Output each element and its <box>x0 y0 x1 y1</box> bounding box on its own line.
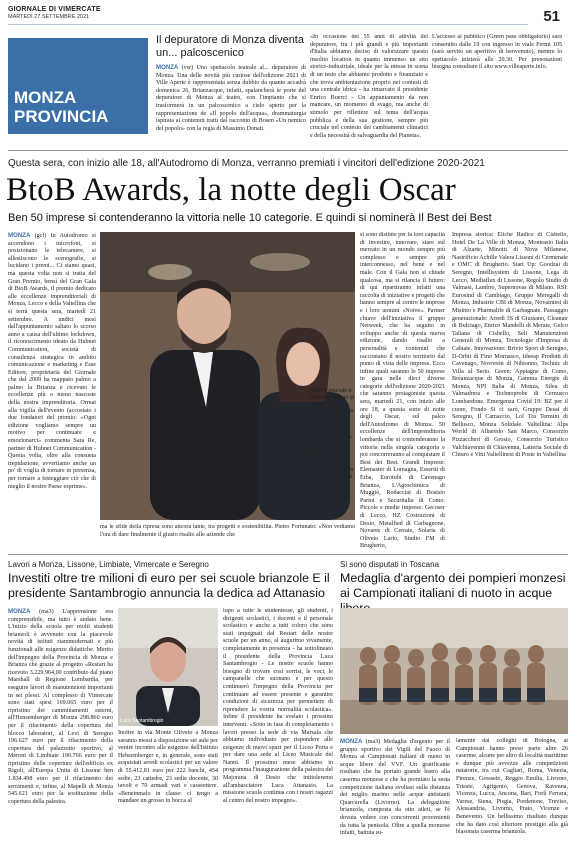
section-divider <box>8 150 568 151</box>
article-top-title: Il depuratore di Monza diventa un... palcoscenico <box>156 34 304 59</box>
swim-kicker: Si sono disputati in Toscana <box>340 560 440 569</box>
masthead <box>8 6 148 20</box>
team-photo <box>340 608 568 734</box>
main-article-continuation: ma le sfide della ripresa sono ancora tante, tra progetti e sostenibilità. Pietro Fortunato: «Non vediamo l'ora di dare finalmente il giusto risalto alle aziende che <box>100 524 355 538</box>
article-top-column-3: L'accesso al pubblico (Green pass obbligatorio) sarà consentito dalle 19 con ingresso in viale Fermi 105 (sarà servito un aperitivo di benvenuto), mentre lo spettacolo inizierà alle 20.30. Per prenotazioni bisogna consultare il sito www.villeaperte.info. <box>432 34 562 71</box>
swim-headline: Medaglia d'argento dei pompieri monzesi ai Campionati italiani di nuoto in acque <box>340 571 566 600</box>
main-article-text-1: (gcf) In Autodromo si accendono i microfoni, si posizionano le telecamere, si allestiscono le scenografie, si lucidano i premi... Ci siamo quasi, ma questa volta non si tratta del Gran Premio, bensì del Gran Gala di BtoB Awards, il premio dedicato alle eccellenze imprenditoriali di Monza, Lecco e della Valtellina che si terrà questa sera, martedì 21 settembre. A undici mesi dall'appuntamento saltato lo scorso anno a causa dell'ultimo lockdown, il riconoscimento ideato da Hubnet Communication, società di consulenza strategica in ambito comunicazione e marketing e Esse Editore, proprietaria del Giornale che dal 2009 ha mappato palmo a palmo la Brianza e ricevuto le eccellenze più o meno nascoste della nostra imprenditoria. Ormai alla vigilia dell'evento (accostato i due fondatori del premio: «Ogni edizione vogliamo sempre un motivo per continuare e emozionarci» commenta Sara Re, partner di Hubnet Communication - Questa volta, oltre alla consueta trepidazione, avvertiamo anche un po' di voglia di tornare in presenza, per tornare a festeggiare ciò che di meglio il nostro Paese esprime». <box>8 233 96 490</box>
team-photo-illustration <box>340 608 568 734</box>
schools-column-3: lupo a tutte le studentesse, gli studenti, i dirigenti scolastici, i docenti e il personale scolastico e anche a tutti coloro che sono stati impegnati dal Restart delle nostre scuole per un anno, al augurimo vivamente, completamente in presenza - ha sottolineato il presidente della Provincia Luca Santambrogio - Le nostre scuole hanno bisogno di trovare così sorrisi, le voci, le campanelle che suonano e per questo continuerò l'impegno della Provincia per continuare ad essere presente e garantire condizioni di sicurezza per permettere di riprendere la vostra normalità scolastica». Infine il presidente ha svelato i prossimi interventi. «Sono in fase di completamento i lavori presso la sede di via Marsala che abbiamo individuato per rispondere alle esigenze di nuovi spazi per il Liceo Porta e per dare una sede al Liceo Musicale del Nanni. Il prossimo mese abbiamo in programma l'inaugurazione della palestra del Majorana di Desio che intitoleremo all'ambasciatore Luca Attanasio. La missione scuola continua con i nostri ragazzi al centro del nostro impegno». <box>223 608 333 804</box>
swim-column-1 <box>340 738 450 842</box>
portrait-photo <box>118 608 218 726</box>
schools-text-1: (ma3) L'apprensione era comprensibile, ma tutto è andato bene. L'inizio della scuola per molti studenti brianzoli è avvenuto con la piacevole novità di istituti riammodernati e più funzionali alle esigenze didattiche. Merito dell'impegno della Provincia di Monza e Brianza che grazie al progetto «Restart ha ricevuto 3.229.964,00 contributo dal piano Marshall di Regione Lombardia, per eseguire lavori di manutenzioni importanti in sei plessi. Al complesso di Vimercate sono stati spesi 169.065 euro per il ripristino dei camminamenti esterni, all'Hensemberger di Monza 298.860 euro per il rifacimento della copertura del blocco laboratori, al Levi di Seregno 196.627 euro per il rifacimento della copertura del palazzetto sportivo, al Meroni di Limbiate 190.766 euro per il ripristino delle coperture dell'edificio ex Rigoli, all'Europa Unita di Lissone ben 1.834.498 euro per il rifacimento dei serramenti e, infine, al Mapelli di Monza 545.621 euro per la sostituzione della copertura della palestra. <box>8 609 113 805</box>
schools-column-1 <box>8 608 113 842</box>
schools-column-2: Inoltre in via Monte Oliveto a Monza saranno messi a disposizione sei aule per venire incontro alle esigenze dell'Istituto Hehsemberger e, in generale, sono stati acquistati arredi scolastici per un valore di 55.412,81 euro per 222 banchi, 454 sedie, 23 cattedre, 23 sedie docente, 30 tavoli e 70 armadi vari e casseettere. «Beneinmalo in classe: ci tengo a mandare un grosso in bocca al <box>118 730 218 805</box>
main-headline: BtoB Awards, la notte degli Oscar <box>6 172 456 208</box>
schools-kicker: Lavori a Monza, Lissone, Limbiate, Vimercate e Seregno <box>8 560 209 569</box>
article-top-column-1 <box>156 64 306 144</box>
main-kicker: Questa sera, con inizio alle 18, all'Autodromo di Monza, verranno premiati i vincitori dell'edizione 2020-2021 <box>8 158 485 169</box>
section-label-box <box>8 38 148 134</box>
main-article-column-1 <box>8 232 96 552</box>
newspaper-name: GIORNALE DI VIMERCATE <box>8 6 101 13</box>
section-line-2: PROVINCIA <box>14 107 109 126</box>
section-divider-lower <box>8 554 568 555</box>
article-top-tag: MONZA <box>156 64 179 71</box>
portrait-illustration <box>118 608 218 726</box>
main-subheadline: Ben 50 imprese si contenderanno la vittoria nelle 10 categorie. E quindi si nominerà Il Best dei Best <box>8 212 492 224</box>
main-article-column-2: si sono distinte per la loro capacità di investire, innovare, stare sul mercato in un mondo sempre più complesso e sempre più interconnesso, nel bene e nel male. Con il Gala non si chiude qualcosa, ma si rilancia il futuro: di qui ripartiranno infatti una raccolta di iniziative e progetti che hanno sempre al centro le imprese e i loro uomini «Noive». Partner chiave dell'iniziativa il gruppo Netweek, che ha seguito in sviluppo anche di questa nuova edizione, dando risalto a personalità e contenuti che raccontano il nostro territorio dal punto di vista delle imprese. Ecco infine quali saranno le 50 imprese in gara nelle dieci diverse categorie dell'edizione 2020-2021 che saranno protagoniste questa sera, martedì 21, con inizio alle ore 18, a questa sorte di notte degli Oscar, sul palco dell'Autodromo di Monza. 50 eccellenze dell'imprenditoria lombarda che si contenderanno la vittoria nella singola categoria e poi concorreranno al conquistare il Best dei Best. Grandi Imprese: Elemaster di Lomagna, Esseriti di Erba, Eurotubi di Cavenago Brianza, L'Agrochimica di Muggiò, Rodacciai di Bosisio Parini e Securitalia di Como. Piccole e medie imprese: Gecoser di Lecco, HZ Costruzioni di Desio, Metalfied di Carbagnone, Novares di Cerrate, Solaria di Oliveto Lario, Studio FM di Brugherio, <box>360 232 445 550</box>
section-line-1: MONZA <box>14 88 77 107</box>
issue-date: MARTEDÌ 27 SETTEMBRE 2021 <box>8 14 90 20</box>
swim-column-2: lamente dai colleghi di Bologna, ai Campionati hanno preso parte altre 26 caserme, alcune per altro di località marittime e dunque più avvezze alle competizioni natatorie, tra cui Cagliari, Roma, Venezia, Firenze, Grosseto, Reggio Emilia, Livorno, Trieste, Agrigento, Genova, Ravenna, Vicenza, Lucca, Ancona, Bari, Forlì Ferrara, Varese, Siena, Pisgia, Pordenone, Treviso, Alessandria, Livorno, Prato, Vicenze e Benevento. Un bellissimo risultato dunque che ha dato così ulteriore prestigio alla già blasonata caserma brianzola. <box>456 738 568 836</box>
article-top-text-1: (vsr) Uno spettacolo teatrale al... depuratore di Monza. Una delle novità più curiose dell'edizione 2021 di Ville Aperte è rappresentata senza dubbio da quanto accadrà domenica 26, Brianzacque, infatti, spalancherà le porte del depuratore di Monza al teatro, con l'impianto che si trasformerà in un palcoscenico a cielo aperto per la rappresentazione de «Il popolo dell'acqua», drammaturgia ispirata ai contenuti tratti dal racconto di Bosen «Un nemico del popolo» con la regia di Massimo Donati. <box>156 65 306 132</box>
main-photo-caption: Pietro Fortunato e Sara Re, partner di Hubnet Communication, la società monzese specializzata in comunicazione integrata e che ha tra le altre cose organizzato BtoB Awards. Il Gala Event è in programma questa sera all'autodromo di Monza con inizio alle ore 18 <box>310 388 354 493</box>
schools-tag: MONZA <box>8 608 31 615</box>
portrait-caption: Luca Santambrogio <box>120 718 164 724</box>
main-article-tag: MONZA <box>8 232 31 239</box>
swim-text-1: (ma3) Medaglia d'argento per il gruppo sportivo dei Vigili del Fuoco di Monza ai Campionati italiani di nuoto in acque libere del VVF. Un gratificante risultato che ha portato grande lustro alla caserma monzese e che ha premiato la sesta competizione italiana svoltasi sulla distanza dei miglio marino nelle acque antistanti Quarcarella (Livorno). La delegazione brianzola, composta da otto atleti, se l'è dovuta vedere con concorrenti provenienti da tutta la penisola. Oltre a quella monzese infatti, battuta su- <box>340 739 450 837</box>
swim-tag: MONZA <box>340 738 363 745</box>
article-top-column-2: «In occasione dei 55 anni di attività del depuratore, tra i più grandi e più importanti d'Italia abbiamo deciso di valorizzare questo insolito location in quanto immenso un sito storico-industriale, ideale per la messa in scena di un testo che abbiamo prodotto e finanziato e che trova ambientazione proprio nei contesti di una centrale idrica - ha rimarcato il presidente Enrico Boerci - Un appuntamento da non mancare, un momento di svago, ma anche di stimolo per riflettere sul tema dell'acqua pubblica e della sua gestione, sempre più cruciale nel contesto dei cambiamenti climatici e della necessità di salvaguardia del Pianeta». <box>310 34 428 139</box>
main-article-column-3: Impresa storica: Eliche Radice di Cisbello, Hotel De La Ville di Monza, Montrasio Italia di Alzarte, Minotti di Nova Milanese, Nastrificio Achille Valera Lissoni di Cermenate e OMC di Brugherio. Start Up: Goodzai di Seregno, Intellisystem di Lissone, Lega di Lecco, Mediaflux di Lissone, Regolo Studio di Valmasi, Lambro, Supernovas di Milano. RSI: Eurosind di Cambiago, Gruppo Meregalli di Monza, Industrie CBI di Monza, Novaintesi di Misinto e Pharmalife di Garbagnate. Passaggio generazionale: Arredi 3S di Giussano, Cleanair di Bulciago, Enrico Mandelli di Merate, Gelco Taliana di Cisbello, Seli Manutenzioni Generali di Monza, Tecnologie d'Impresa di Cabiate. Innovazione: Brivio Sport di Seregno, D-Orbit di Fino Mornasco, Ideeap Prodotti di Cavenago, Novorein di Nibionno, Technic di Villa al Serio. Green: Appiagne di Como, Bréanzacque di Monza, Gamma Energie di Monza, NPI Italia di Monza, Silea di Valmadrera e Technoprobe di Cernusco Lombardone. Emergenza Covid 19: BZ per il cuore, Fondo Si ci sarò, Gruppo Desai di Seregno, Il Camaccio, Lol Tra Termini di Bellusco, Monza Solidale. Valtellina: Alps World di Albaredo San Marco, Consorzio Pizzaccheri di Grosio, Consorzio Turistico Valchiavenna di Chiavenna, Latteria Sociale di Chiuro e Vini Valtellinesi di Poste in Valtellina <box>452 232 568 459</box>
schools-headline: Investiti oltre tre milioni di euro per sei scuole brianzole E il presidente Santambrogio annuncia la dedica ad Attanasio <box>8 571 330 600</box>
header-divider <box>8 24 528 25</box>
page-number: 51 <box>543 8 560 25</box>
